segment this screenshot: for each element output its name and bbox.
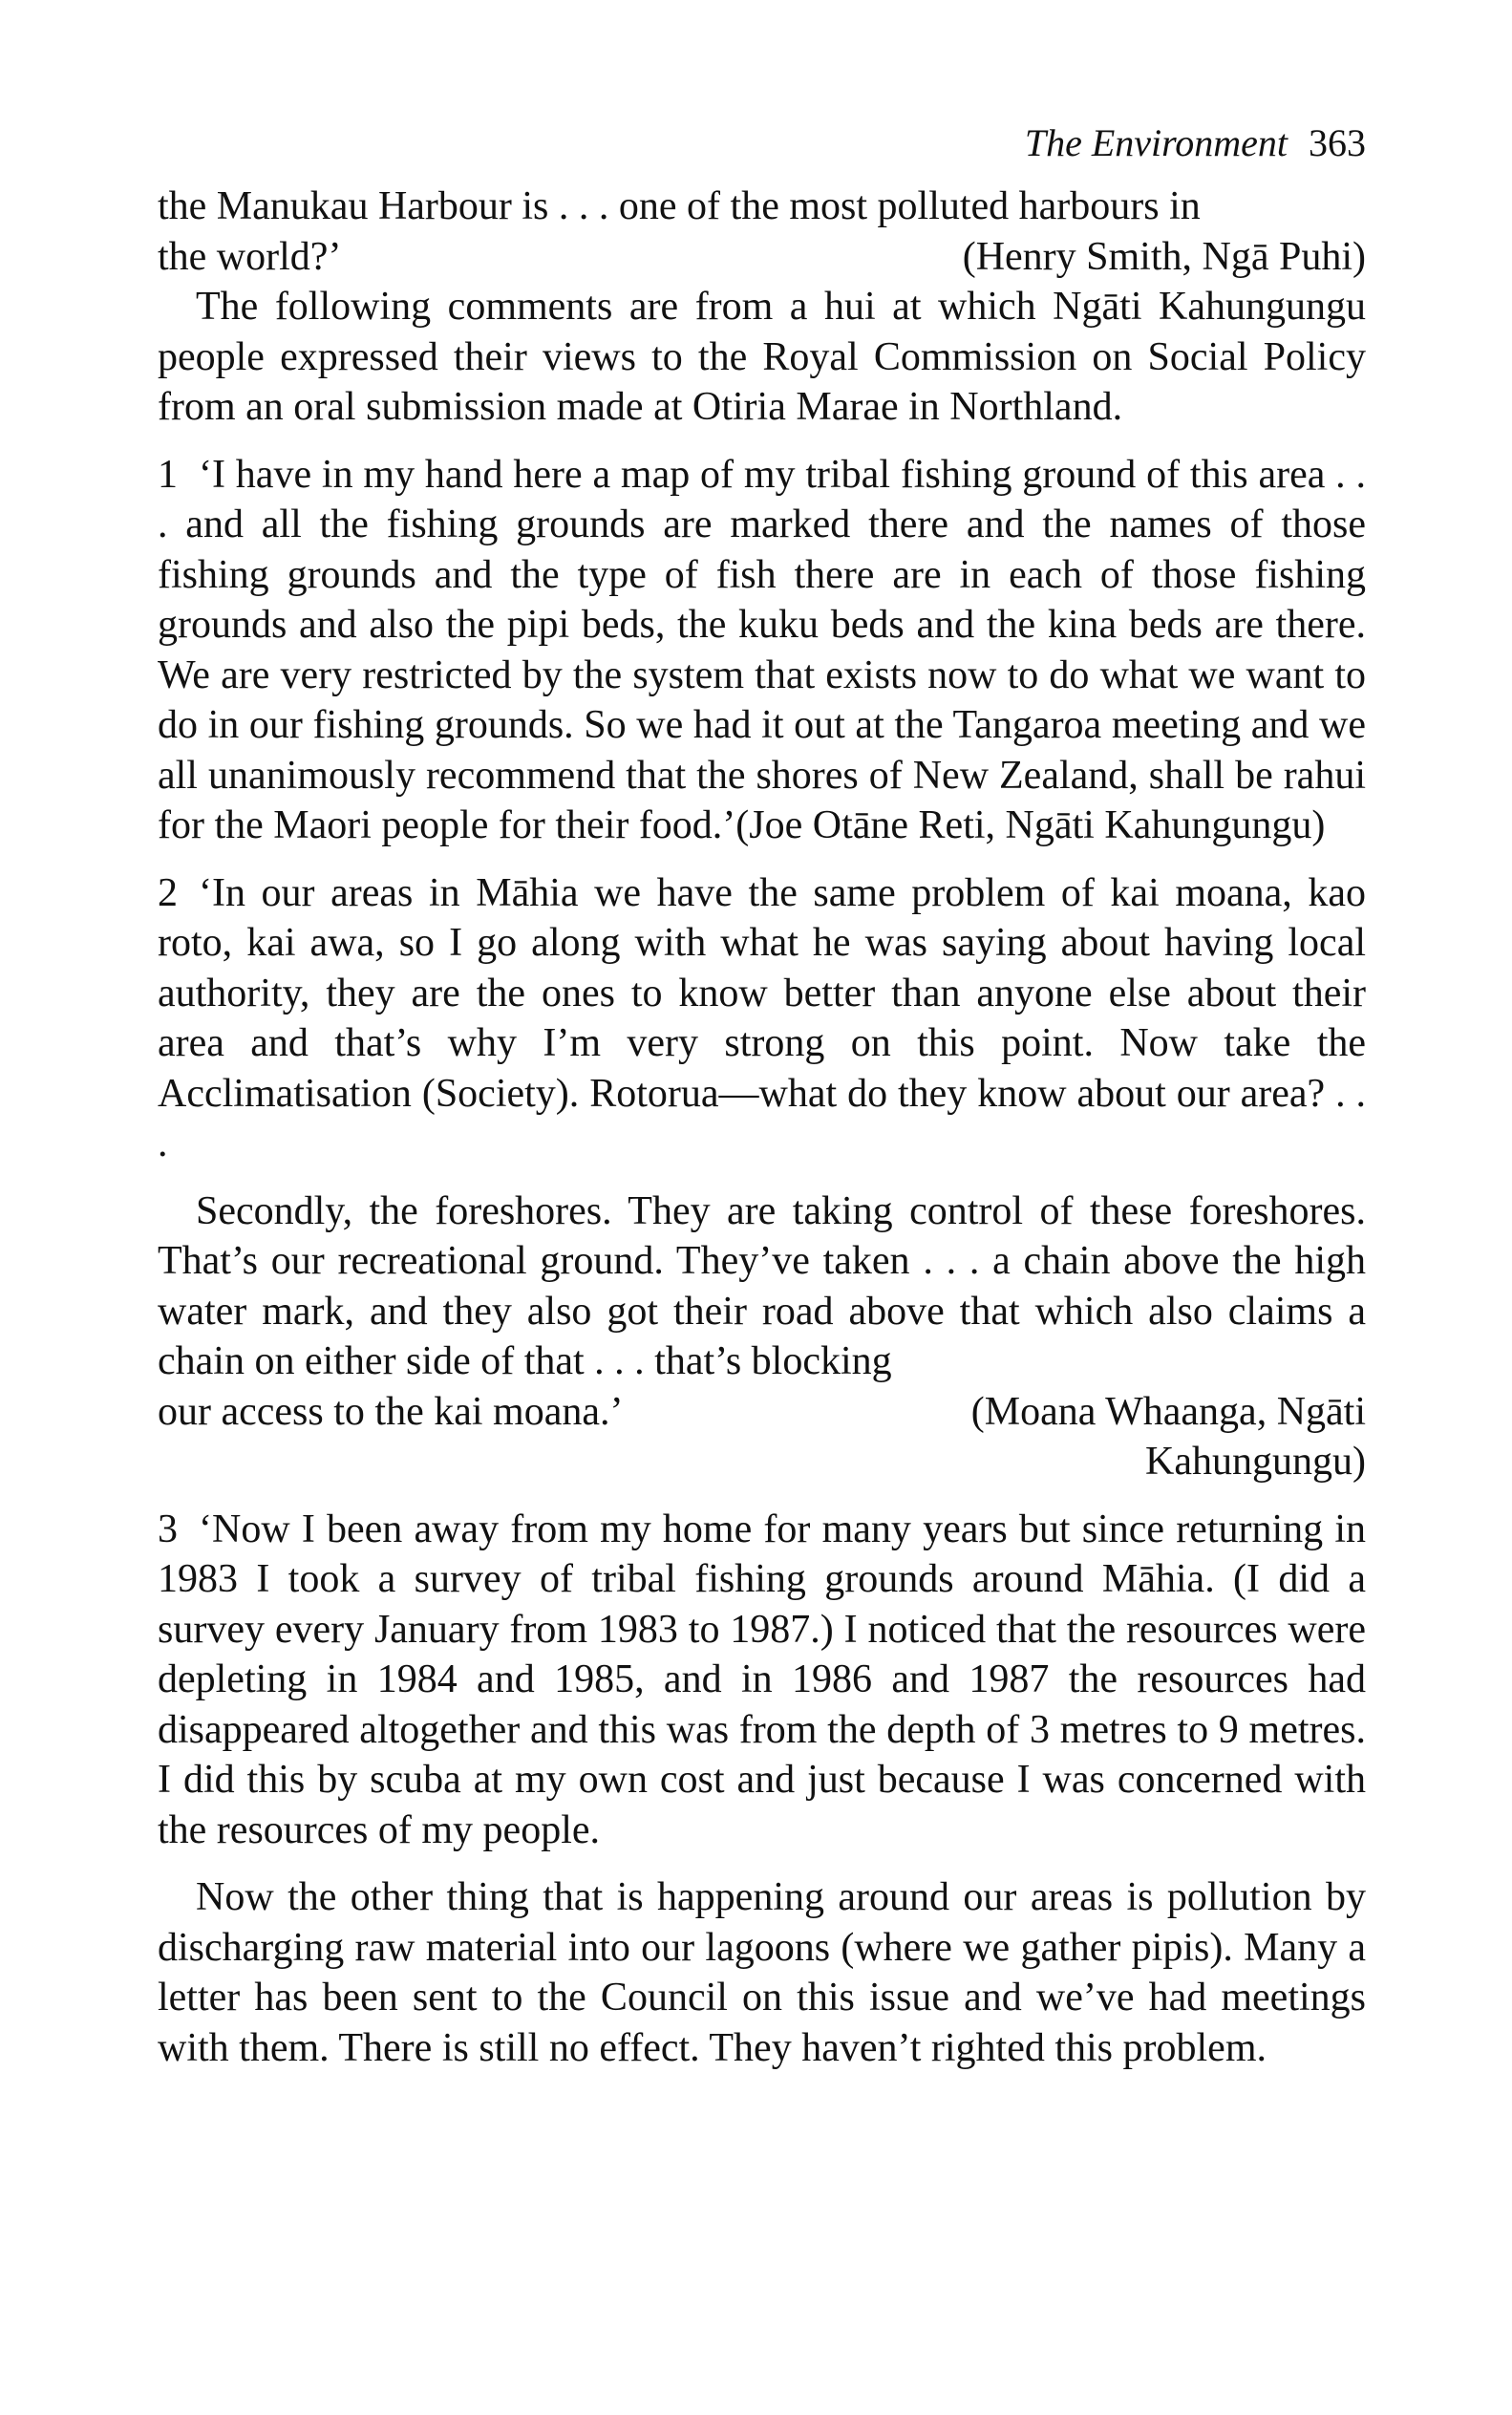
quote-number: 1	[158, 452, 178, 497]
quote-3	[158, 1505, 1366, 1856]
quote-text: ‘Now I been away from my home for many years but since returning in 1983 I took a survey of tribal fishing grounds around Māhia. (I did a survey every January from 1983 to 1987.) I noticed that the resources were depleting in 1984 and 1985, and in 1986 and 1987 the resources had disappeared altogether and this was from the depth of 3 metres to 9 metres. I did this by scuba at my own cost and just because I was concerned with the resources of my people.	[158, 1507, 1366, 1852]
quote-end-text: the world?’	[158, 234, 342, 279]
quote-number: 2	[158, 870, 178, 915]
attribution-line-henry-smith	[158, 232, 1366, 283]
intro-paragraph: The following comments are from a hui at which Ngāti Kahungungu people expressed their views to the Royal Commission on Social Policy from an oral submission made at Otiria Marae in Northland.	[158, 285, 1366, 429]
attribution-continuation: Kahungungu)	[1145, 1440, 1366, 1484]
quote-1	[158, 450, 1366, 851]
quote-2	[158, 868, 1366, 1169]
quote-3-continuation: Now the other thing that is happening around our areas is pollution by discharging raw material into our lagoons (where we gather pipis). Many a letter has been sent to the Council on this issue and we’ve had meetings with them. There is still no effect. They haven’t righted this problem.	[158, 1875, 1366, 2070]
book-page	[158, 115, 1366, 2073]
attribution: (Moana Whaanga, Ngāti	[970, 1389, 1366, 1434]
quote-text: ‘I have in my hand here a map of my tribal fishing ground of this area . . . and all the fishing grounds are marked there and the names of those fishing grounds and the type of fish there are in each of those fishing grounds and also the pipi beds, the kuku beds and the kina beds are there. We are very restricted by the system that exists now to do what we want to do in our fishing grounds. So we had it out at the Tangaroa meeting and we all unanimously recommend that the shores of New Zealand, shall be rahui for the Maori people for their food.’(Joe Otāne Reti, Ngāti Kahungungu)	[158, 452, 1366, 847]
continued-line: the Manukau Harbour is . . . one of the most polluted harbours in	[158, 184, 1201, 228]
quote-text: ‘In our areas in Māhia we have the same problem of kai moana, kao roto, kai awa, so I go along with what he was saying about having local authority, they are the ones to know better than anyone else about their area and that’s why I’m very strong on this point. Now take the Acclimatisation (Society). Rotorua—what do they know about our area? . . .	[158, 870, 1366, 1165]
body-text	[158, 182, 1366, 2073]
running-head	[158, 115, 1366, 182]
quote-number: 3	[158, 1507, 178, 1551]
attribution: (Henry Smith, Ngā Puhi)	[962, 234, 1366, 279]
running-head-title: The Environment	[1024, 121, 1288, 164]
quote-2-continuation: Secondly, the foreshores. They are taking control of these foreshores. That’s our recreational ground. They’ve taken . . . a chain above the high water mark, and they also got their road above that which also claims a chain on either side of that . . . that’s blocking	[158, 1188, 1366, 1383]
page-number: 363	[1309, 121, 1366, 164]
quote-end-text: our access to the kai moana.’	[158, 1389, 624, 1434]
attribution-line-moana-whaanga	[158, 1387, 1366, 1438]
